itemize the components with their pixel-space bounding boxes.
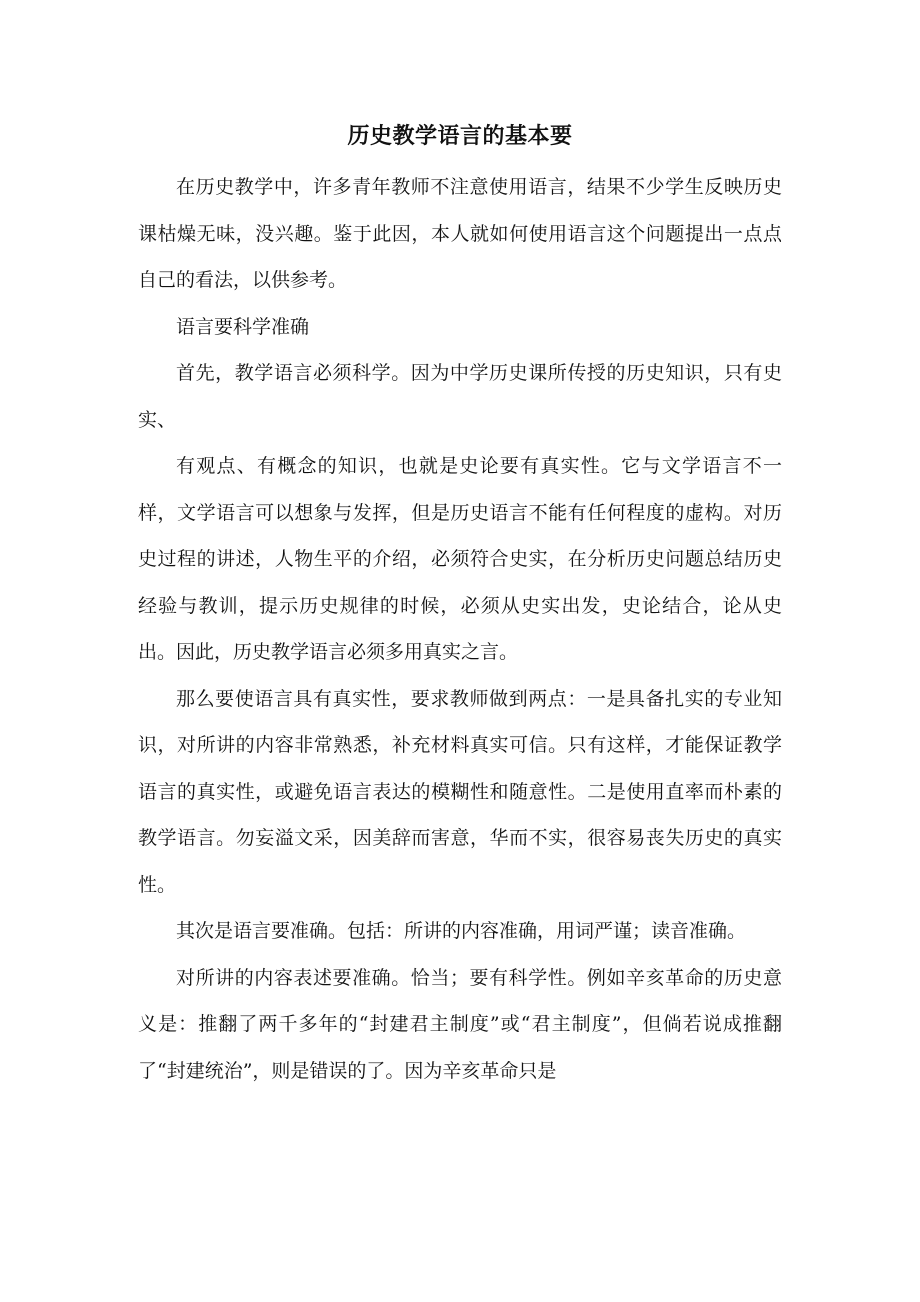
document-body [138,164,782,1094]
paragraph-views-concepts: 有观点、有概念的知识，也就是史论要有真实性。它与文学语言不一样，文学语言可以想象与发挥，但是历史语言不能有任何程度的虚构。对历史过程的讲述，人物生平的介绍，必须符合史实，在分析历史问题总结历史经验与教训，提示历史规律的时候，必须从史实出发，史论结合，论从史出。因此，历史教学语言必须多用真实之言。 [138,455,782,663]
paragraph-second-accurate: 其次是语言要准确。包括：所讲的内容准确，用词严谨；读音准确。 [176,920,747,942]
paragraph-truthfulness: 那么要使语言具有真实性，要求教师做到两点：一是具备扎实的专业知识，对所讲的内容非常熟悉，补充材料真实可信。只有这样，才能保证教学语言的真实性，或避免语言表达的模糊性和随意性。二是使用直率而朴素的教学语言。勿妄溢文采，因美辞而害意，华而不实，很容易丧失历史的真实性。 [138,687,782,896]
document-title: 历史教学语言的基本要 [347,123,573,149]
section-heading-scientific-accurate: 语言要科学准确 [176,315,310,338]
paragraph-intro: 在历史教学中，许多青年教师不注意使用语言，结果不少学生反映历史课枯燥无味，没兴趣。鉴于此因，本人就如何使用语言这个问题提出一点点自己的看法，以供参考。 [138,176,782,291]
paragraph-content-accuracy: 对所讲的内容表述要准确。恰当；要有科学性。例如辛亥革命的历史意义是：推翻了两千多年的“封建君主制度”或“君主制度”，但倘若说成推翻了“封建统治”，则是错误的了。因为辛亥革命只是 [138,966,782,1082]
paragraph-first-scientific: 首先，教学语言必须科学。因为中学历史课所传授的历史知识，只有史实、 [138,362,782,431]
